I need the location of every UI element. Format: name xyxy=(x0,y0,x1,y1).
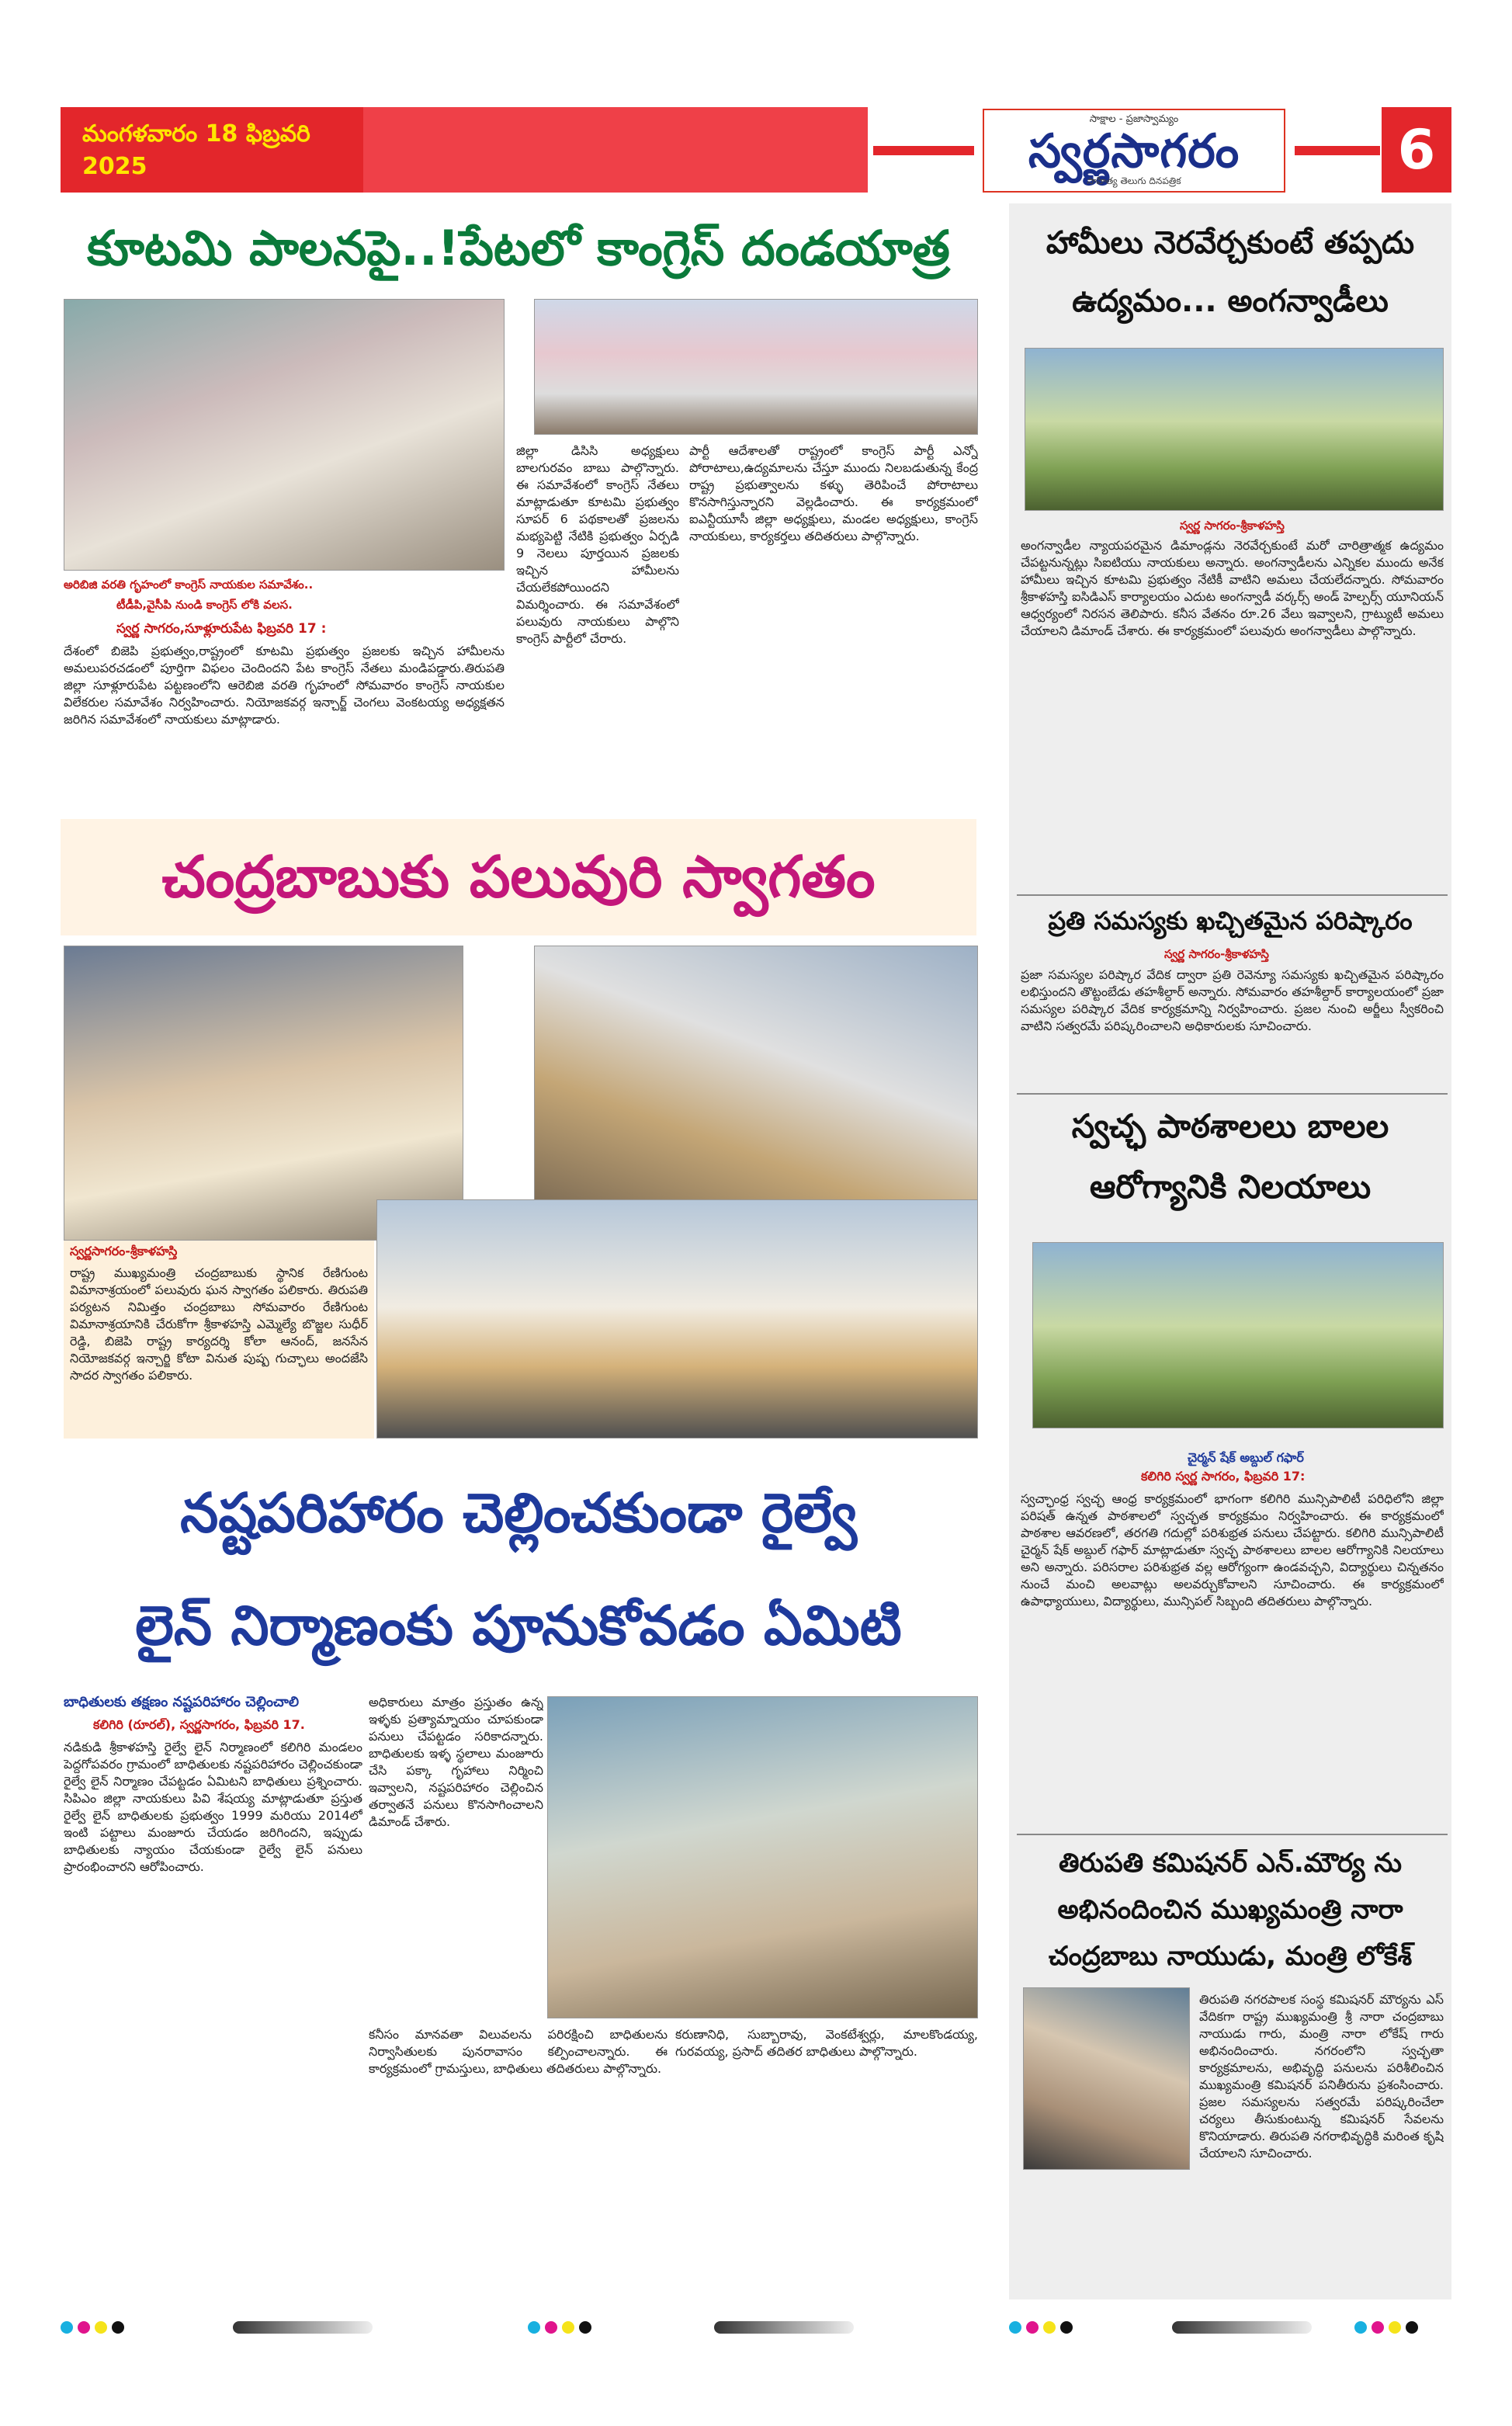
yellow-dot xyxy=(1043,2321,1056,2334)
right-divider-3 xyxy=(1017,1834,1448,1835)
right-story1-headline-2: ఉద్యమం... అంగన్వాడీలు xyxy=(1072,283,1389,319)
story2-body: రాష్ట్ర ముఖ్యమంత్రి చంద్రబాబుకు స్థానిక రేణిగుంట విమానాశ్రయంలో పలువురు ఘన స్వాగతం పలికారు. తిరుపతి పర్యటన నిమిత్తం చంద్రబాబు సోమవారం రేణిగుంట విమానాశ్రయానికి చేరుకోగా శ్రీకాళహస్తి ఎమ్మెల్యే బొజ్జల సుధీర్ రెడ్డి, బిజెపి రాష్ట్ర కార్యదర్శి కోలా ఆనంద్, జనసేన నియోజకవర్గ ఇన్చార్జి కోటా వినుత పుష్ప గుచ్ఛాలు అందజేసి సాదర స్వాగతం పలికారు. xyxy=(70,1265,368,1383)
story2-text-box xyxy=(64,1241,374,1439)
right-story1-photo xyxy=(1025,348,1444,511)
magenta-dot xyxy=(78,2321,90,2334)
right-story3-headline-1: స్వచ్ఛ పాఠశాలలు బాలల xyxy=(1071,1107,1389,1145)
right-story3-photo xyxy=(1032,1242,1444,1428)
right-story3-byline: చైర్మన్ షేక్ అబ్దుల్ గఫార్ xyxy=(1188,1450,1304,1465)
right-story2-body: ప్రజా సమస్యల పరిష్కార వేదిక ద్వారా ప్రతి రెవెన్యూ సమస్యకు ఖచ్చితమైన పరిష్కారం లభిస్తుందని తొట్టంబేడు తహశీల్దార్ అన్నారు. సోమవారం తహశీల్దార్ కార్యాలయంలో ప్రజా సమస్యల పరిష్కార వేదిక కార్యక్రమాన్ని నిర్వహించారు. ప్రజల నుంచి అర్జీలు స్వీకరించి వాటిని సత్వరమే పరిష్కరించాలని అధికారులకు సూచించారు. xyxy=(1021,967,1444,1033)
masthead xyxy=(983,109,1285,193)
story2-dateline: స్వర్ణసాగరం-శ్రీకాళహస్తి xyxy=(70,1244,178,1258)
cyan-dot xyxy=(528,2321,540,2334)
story2-photo-garland xyxy=(376,1199,978,1439)
cyan-dot xyxy=(1009,2321,1021,2334)
story1-headline: కూటమి పాలనపై..!పేటలో కాంగ్రెస్ దండయాత్ర xyxy=(87,220,950,276)
header-rule-right xyxy=(1295,146,1380,155)
story3-headline-line1: నష్టపరిహారం చెల్లించకుండా రైల్వే xyxy=(180,1481,857,1545)
header-rule-left xyxy=(873,146,974,155)
yellow-dot xyxy=(562,2321,574,2334)
right-story4-headline-2: అభినందించిన ముఖ్యమంత్రి నారా xyxy=(1057,1894,1403,1925)
story1-dateline: స్వర్ణ సాగరం,సూళ్లూరుపేట ఫిబ్రవరి 17 : xyxy=(116,621,327,637)
color-dots-3 xyxy=(1009,2321,1073,2334)
cyan-dot xyxy=(61,2321,73,2334)
story3-photo-petition xyxy=(547,1696,978,2018)
right-story3-body: స్వచ్ఛాంధ్ర స్వచ్ఛ ఆంధ్ర కార్యక్రమంలో భాగంగా కలిగిరి మున్సిపాలిటీ పరిధిలోని జిల్లా పరిషత్ ఉన్నత పాఠశాలలో స్వచ్ఛత కార్యక్రమం నిర్వహించారు. ఈ కార్యక్రమంలో పాఠశాల ఆవరణలో, తరగతి గదుల్లో పరిశుభ్రత పనులు చేపట్టారు. కలిగిరి మున్సిపాలిటీ చైర్మన్ షేక్ అబ్దుల్ గఫార్ మాట్లాడుతూ స్వచ్ఛ పాఠశాలలు బాలల ఆరోగ్యానికి నిలయాలు అని అన్నారు. పరిసరాల పరిశుభ్రత వల్ల ఆరోగ్యంగా ఉండవచ్చని, విద్యార్థులు చిన్నతనం నుంచే మంచి అలవాట్లు అలవర్చుకోవాలని సూచించారు. ఈ కార్యక్రమంలో ఉపాధ్యాయులు, విద్యార్థులు, మున్సిపల్ సిబ్బంది తదితరులు పాల్గొన్నారు. xyxy=(1021,1491,1444,1609)
story3-dateline: కలిగిరి (రూరల్), స్వర్ణసాగరం, ఫిబ్రవరి 17. xyxy=(93,1717,305,1732)
story1-body-col1: దేశంలో బిజెపి ప్రభుత్వం,రాష్ట్రంలో కూటమి ప్రభుత్వం ప్రజలకు ఇచ్చిన హామీలను అమలుపరచడంలో పూర్తిగా విఫలం చెందిందని పేట కాంగ్రెస్ నేతలు మండిపడ్డారు.తిరుపతి జిల్లా సూళ్లూరుపేట పట్టణంలోని ఆరెబిజి వరతి గృహంలో సోమవారం కాంగ్రెస్ నాయకుల విలేకరుల సమావేశం నిర్వహించారు. నియోజకవర్గ ఇన్చార్జ్ చెంగలు వెంకటయ్య అధ్యక్షతన జరిగిన సమావేశంలో నాయకులు మాట్లాడారు. xyxy=(64,644,505,727)
right-divider-1 xyxy=(1017,894,1448,896)
story3-body-col3: కనీసం మానవతా విలువలను పరిరక్షించి బాధితులను నిర్వాసితులకు పునరావాసం కల్పించాలన్నారు. ఈ కార్యక్రమంలో గ్రామస్తులు, బాధితులు తదితరులు పాల్గొన్నారు. xyxy=(369,2027,668,2076)
black-dot xyxy=(579,2321,591,2334)
right-story4-headline-3: చంద్రబాబు నాయుడు, మంత్రి లోకేశ్ xyxy=(1048,1941,1413,1972)
right-story1-dateline: స్వర్ణ సాగరం-శ్రీకాళహస్తి xyxy=(1180,519,1285,533)
right-story1-headline-1: హామీలు నెరవేర్చకుంటే తప్పదు xyxy=(1046,225,1415,261)
story2-photo-welcome xyxy=(64,946,463,1241)
gray-bar-1 xyxy=(233,2321,373,2334)
masthead-name: స్వర్ణసాగరం xyxy=(1028,124,1240,179)
story3-body-col2: అధికారులు మాత్రం ప్రస్తుతం ఉన్న ఇళ్ళకు ప్రత్యామ్నాయం చూపకుండా పనులు చేపట్టడం సరికాదన్నారు. బాధితులకు ఇళ్ళ స్థలాలు మంజూరు చేసి పక్కా గృహాలు నిర్మించి ఇవ్వాలని, నష్టపరిహారం చెల్లించిన తర్వాతనే పనులు కొనసాగించాలని డిమాండ్ చేశారు. xyxy=(369,1695,543,1829)
right-story4-body: తిరుపతి నగరపాలక సంస్థ కమిషనర్ మౌర్యను ఎస్ వేదికగా రాష్ట్ర ముఖ్యమంత్రి శ్రీ నారా చంద్రబాబు నాయుడు గారు, మంత్రి నారా లోకేష్ గారు అభినందించారు. నగరంలోని స్వచ్ఛతా కార్యక్రమాలను, అభివృద్ధి పనులను పరిశీలించిన ముఖ్యమంత్రి కమిషనర్ పనితీరును ప్రశంసించారు. ప్రజల సమస్యలను సత్వరమే పరిష్కరించేలా చర్యలు తీసుకుంటున్న కమిషనర్ సేవలను కొనియాడారు. తిరుపతి నగరాభివృద్ధికి మరింత కృషి చేయాలని సూచించారు. xyxy=(1199,1992,1444,2160)
story1-caption-1: అరిబిజి వరతి గృహంలో కాంగ్రెస్ నాయకుల సమావేశం.. xyxy=(64,578,314,592)
cyan-dot xyxy=(1354,2321,1367,2334)
magenta-dot xyxy=(1372,2321,1384,2334)
color-dots-4 xyxy=(1354,2321,1418,2334)
yellow-dot xyxy=(95,2321,107,2334)
masthead-subtitle: సాహిత్య తెలుగు దినపత్రిక xyxy=(1087,175,1181,186)
black-dot xyxy=(1060,2321,1073,2334)
story2-photo-memento xyxy=(534,946,978,1233)
story3-headline-line2: లైన్ నిర్మాణంకు పూనుకోవడం ఏమిటి xyxy=(135,1594,902,1657)
story3-body-col1: నడికుడి శ్రీకాళహస్తి రైల్వే లైన్ నిర్మాణంలో కలిగిరి మండలం పెద్దగోపవరం గ్రామంలో బాధితులకు నష్టపరిహారం చెల్లించకుండా రైల్వే లైన్ నిర్మాణం చేపట్టడం ఏమిటని బాధితులు ప్రశ్నించారు. సిపిఎం జిల్లా నాయకులు పివి శేషయ్య మాట్లాడుతూ ప్రస్తుత రైల్వే లైన్ బాధితులకు ప్రభుత్వం 1999 మరియు 2014లో ఇంటి పట్టాలు మంజూరు చేయడం జరిగిందని, ఇప్పుడు బాధితులకు న్యాయం చేయకుండా రైల్వే లైన్ పనులు ప్రారంభించారని ఆరోపించారు. xyxy=(64,1740,362,1874)
date-banner-fill xyxy=(363,107,868,193)
story1-caption-2: టీడీపి,వైసీపి నుండి కాంగ్రెస్ లోకి వలస. xyxy=(116,598,293,612)
story1-body-col2: జిల్లా డిసిసి అధ్యక్షులు బాలగురవం బాబు పాల్గొన్నారు. ఈ సమావేశంలో కాంగ్రెస్ నేతలు మాట్లాడుతూ కూటమి ప్రభుత్వం సూపర్ 6 పథకాలతో ప్రజలను మభ్యపెట్టి నేటికి ప్రభుత్వం ఏర్పడి 9 నెలలు పూర్తయిన ప్రజలకు ఇచ్చిన హామీలను చేయలేకపోయిందని విమర్శించారు. ఈ సమావేశంలో పలువురు నాయకులు పాల్గొని కాంగ్రెస్ పార్టీలో చేరారు. xyxy=(516,443,679,646)
yellow-dot xyxy=(1389,2321,1401,2334)
story1-body-col3: పార్టీ ఆదేశాలతో రాష్ట్రంలో కాంగ్రెస్ పార్టీ ఎన్నో పోరాటాలు,ఉద్యమాలను చేస్తూ ముందు నిలబడుతున్న కేంద్ర రాష్ట్ర ప్రభుత్వాలను కళ్ళు తెరిపించే పోరాటాలు కొనసాగిస్తున్నారని వెల్లడించారు. ఈ కార్యక్రమంలో ఐఎన్టీయూసీ జిల్లా అధ్యక్షులు, మండల అధ్యక్షులు, కాంగ్రెస్ నాయకులు, కార్యకర్తలు తదితరులు పాల్గొన్నారు. xyxy=(689,443,978,543)
date-banner xyxy=(61,107,868,193)
issue-date: మంగళవారం 18 ఫిబ్రవరి 2025 xyxy=(61,107,363,193)
gray-bar-3 xyxy=(1172,2321,1312,2334)
right-story2-dateline: స్వర్ణ సాగరం-శ్రీకాళహస్తి xyxy=(1164,947,1269,961)
masthead-tagline: సాక్షాల - ప్రజాస్వామ్యం xyxy=(1089,113,1179,125)
story2-headline: చంద్రబాబుకు పలువురి స్వాగతం xyxy=(61,819,976,935)
right-story1-body: అంగన్వాడీల న్యాయపరమైన డిమాండ్లను నెరవేర్చకుంటే మరో చారిత్రాత్మక ఉద్యమం చేపట్టనున్నట్లు సిఐటియు నాయకులు అన్నారు. అంగన్వాడీలను ఎన్నికల ముందు అనేక హామీలు ఇచ్చిన కూటమి ప్రభుత్వం నేటికీ వాటిని అమలు చేయలేదన్నారు. సోమవారం శ్రీకాళహస్తి ఐసిడిఎస్ కార్యాలయం ఎదుట అంగన్వాడీ వర్కర్స్ అండ్ హెల్పర్స్ యూనియన్ ఆధ్వర్యంలో నిరసన తెలిపారు. కనీస వేతనం రూ.26 వేలు ఇవ్వాలని, గ్రాట్యుటీ అమలు చేయాలని డిమాండ్ చేశారు. ఈ కార్యక్రమంలో పలువురు అంగన్వాడీలు పాల్గొన్నారు. xyxy=(1021,538,1444,638)
color-dots-2 xyxy=(528,2321,591,2334)
color-dots-1 xyxy=(61,2321,124,2334)
page-number: 6 xyxy=(1382,107,1451,193)
story3-subhead: బాధితులకు తక్షణం నష్టపరిహారం చెల్లించాలి xyxy=(64,1694,300,1710)
magenta-dot xyxy=(545,2321,557,2334)
story1-photo-group xyxy=(64,299,505,571)
right-story3-headline-2: ఆరోగ్యానికి నిలయాలు xyxy=(1089,1168,1372,1206)
right-story3-dateline: కలిగిరి స్వర్ణ సాగరం, ఫిబ్రవరి 17: xyxy=(1141,1469,1306,1484)
right-story4-headline-1: తిరుపతి కమిషనర్ ఎన్.మౌర్య ను xyxy=(1058,1848,1403,1879)
magenta-dot xyxy=(1026,2321,1039,2334)
gray-bar-2 xyxy=(714,2321,854,2334)
right-story2-headline: ప్రతి సమస్యకు ఖచ్చితమైన పరిష్కారం xyxy=(1048,906,1413,935)
story3-body-col4: కరుణానిధి, సుబ్బారావు, వెంకటేశ్వర్లు, మాలకొండయ్య, గురవయ్య, ప్రసాద్ తదితర బాధితులు పాల్గొన్నారు. xyxy=(675,2027,978,2059)
story1-photo-protest xyxy=(534,299,978,435)
right-story4-photo xyxy=(1023,1987,1190,2170)
black-dot xyxy=(112,2321,124,2334)
right-divider-2 xyxy=(1017,1093,1448,1095)
black-dot xyxy=(1406,2321,1418,2334)
